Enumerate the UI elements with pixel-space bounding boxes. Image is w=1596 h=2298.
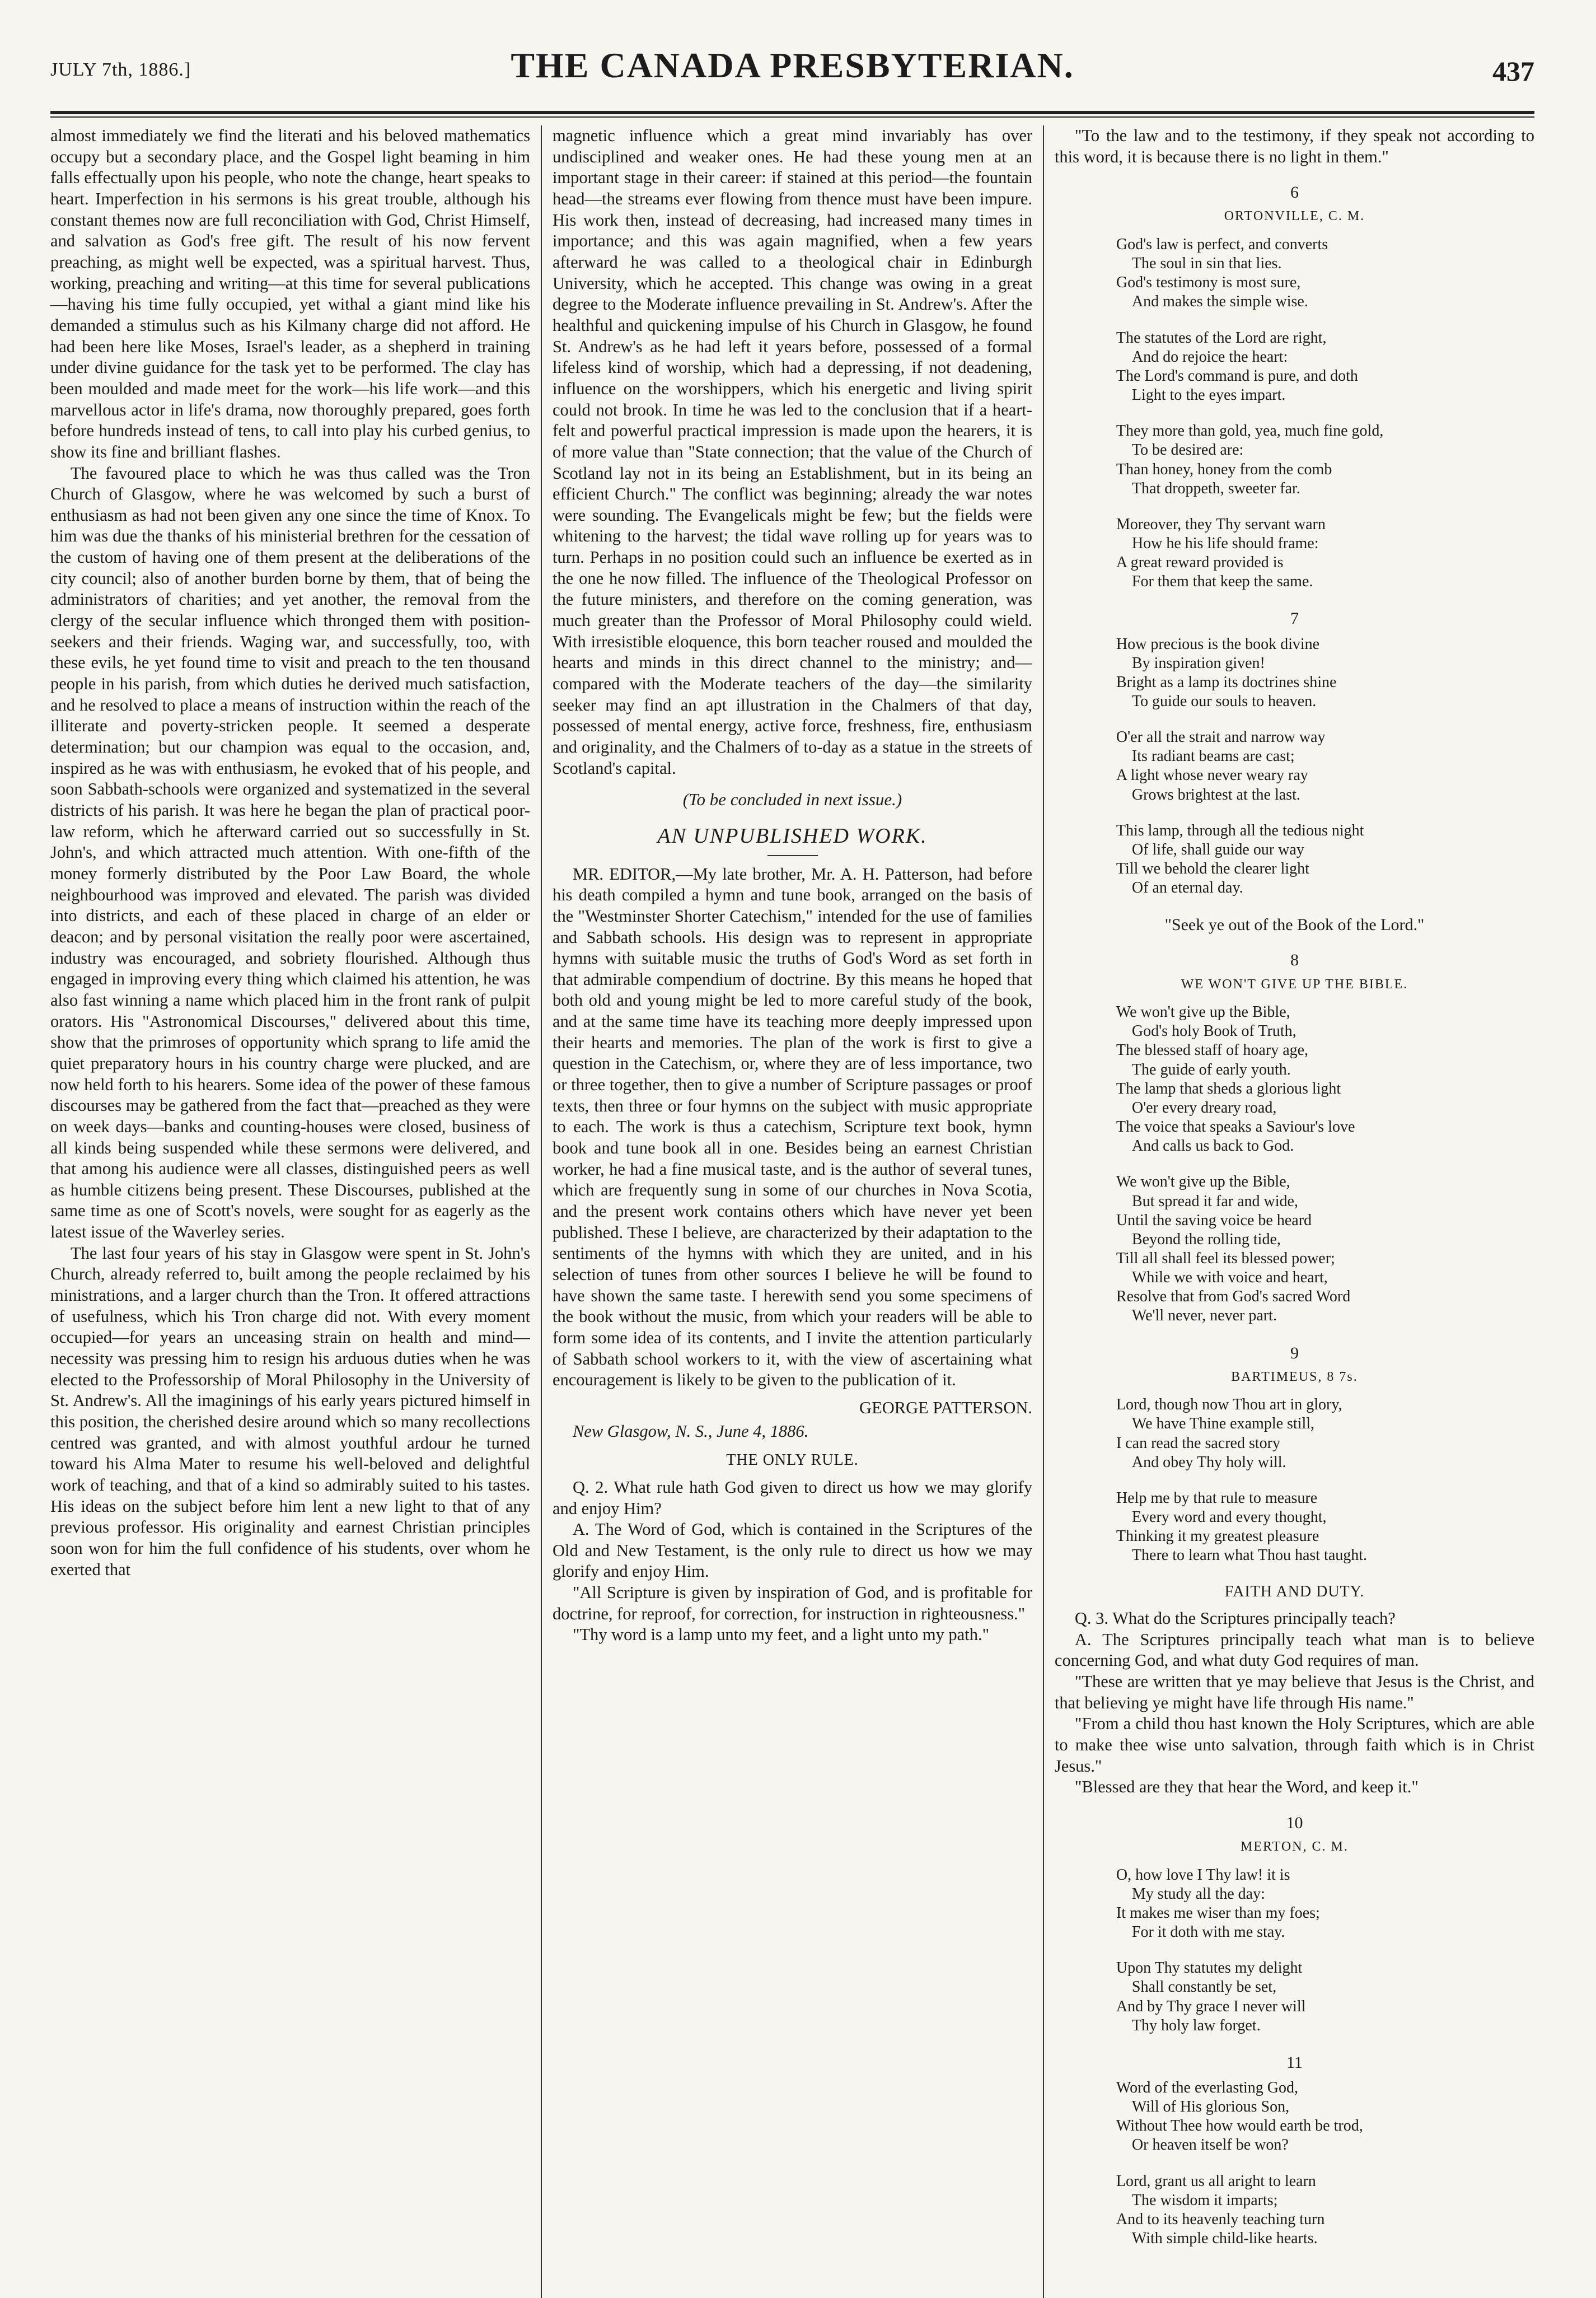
masthead [50,45,1534,106]
hymn-line: A light whose never weary ray [1116,767,1308,784]
hymn-stanza [1116,329,1534,405]
hymn-line: Of an eternal day. [1131,879,1243,897]
hymn-line: Light to the eyes impart. [1131,386,1286,404]
hymn-line: The lamp that sheds a glorious light [1116,1080,1341,1097]
hymn-line: The Lord's command is pure, and doth [1116,367,1358,385]
hymn-line: For them that keep the same. [1131,573,1313,591]
hymn-line: O'er all the strait and narrow way [1116,728,1326,746]
hymn-line: Lord, grant us all aright to learn [1116,2172,1316,2190]
columns [50,125,1534,2298]
hymn-stanza [1116,235,1534,312]
hymn-tune: WE WON'T GIVE UP THE BIBLE. [1181,977,1408,992]
hymn-line: That droppeth, sweeter far. [1131,479,1300,497]
newspaper-title: THE CANADA PRESBYTERIAN. [511,45,1074,85]
column-1 [50,125,530,2298]
hymn-line: How precious is the book divine [1116,635,1320,653]
column-divider [530,125,553,2298]
hymn-line: The wisdom it imparts; [1131,2191,1278,2209]
hymn-line: To be desired are: [1131,441,1244,459]
heading-rule [767,855,818,856]
hymn-stanza [1116,2079,1534,2155]
hymn-line: Lord, though now Thou art in glory, [1116,1396,1342,1414]
hymn-line: Every word and every thought, [1131,1508,1327,1526]
letter-paragraph: MR. EDITOR,—My late brother, Mr. A. H. Patterson, had before his death compiled a hymn and tune book, arranged on the basis of the "Westminster Shorter Catechism," intended for the use of families and Sabbath schools. His design was to represent in appropriate hymns with suitable music the truths of God's Word as set forth in that admirable compendium of doctrine. By this means he hoped that both old and young might be led to more careful study of the book, and at the same time have its teaching more deeply impressed upon their hearts and memories. The plan of the work is first to give a question in the Catechism, or, where they are of less importance, two or three together, then to give a number of Scripture passages or proof texts, then three or four hymns on the subject with music appropriate to each. The work is thus a catechism, Scripture text book, hymn book and tune book all in one. Besides being an earnest Christian worker, he had a fine musical taste, and is the author of several tunes, which are frequently sung in some of our churches in Nova Scotia, and the present work contains others which have never yet been published. These I believe, are characterized by their adaptation to the sentiments of the hymns with which they are united, and in his selection of tunes from other sources I believe he will be found to have shown the same taste. I herewith send you some specimens of the book without the music, from which your readers will be able to form some idea of its contents, and I invite the attention particularly of Sabbath school workers to it, with the view of ascertaining what encouragement is likely to be given to the publication of it. [552,864,1033,1390]
hymn-tune: MERTON, C. M. [1241,1839,1349,1855]
hymn-line: And calls us back to God. [1131,1137,1294,1155]
hymn-line: Moreover, they Thy servant warn [1116,515,1326,533]
hymn-line: We'll never, never part. [1131,1307,1277,1325]
hymn-line: God's holy Book of Truth, [1131,1022,1297,1040]
hymn-line: Till all shall feel its blessed power; [1116,1250,1335,1267]
hymn-line: Will of His glorious Son, [1131,2098,1290,2116]
hymn-line: While we with voice and heart, [1131,1269,1328,1287]
hymn-line: Beyond the rolling tide, [1131,1230,1281,1248]
hymn-tune: ORTONVILLE, C. M. [1224,209,1365,224]
hymn-line: Till we behold the clearer light [1116,860,1309,878]
hymn-line: Its radiant beams are cast; [1131,748,1295,765]
article-paragraph: The favoured place to which he was thus called was the Tron Church of Glasgow, where he was welcomed by such a burst of enthusiasm as had not been given any one since the time of Knox. To him was due the thanks of his ministerial brethren for the cessation of the custom of having one of them present at the deliberations of the city council; also of another burden borne by them, that of being the administrators of charities; and yet another, the removal from the clergy of the secular influence which thronged them with position-seekers and their friends. Waging war, and successfully, too, with these evils, he yet found time to visit and preach to the ten thousand people in his parish, from which duties he derived much satisfaction, and he resolved to place a means of instruction within the reach of the illiterate and poverty-stricken people. It seemed a desperate determination; but our champion was equal to the occasion, and, inspired as he was with enthusiasm, he evoked that of his people, and soon Sabbath-schools were organized and systematized in the several districts of his parish. It was here he began the plan of practical poor-law reform, which he afterward carried out so successfully in St. John's, and which attracted much attention. With one-fifth of the money formerly distributed by the Poor Law Board, the whole neighbourhood was improved and elevated. The parish was divided into districts, and each of these placed in charge of an elder or deacon; and by personal visitation the really poor were ascertained, industry was encouraged, and sobriety flourished. Although thus engaged in improving every thing which claimed his attention, he was also fast winning a name which placed him in the front rank of pulpit orators. His "Astronomical Discourses," delivered about this time, show that the primroses of opportunity which sprang to life amid the quiet preparatory hours in his country charge were plucked, and are now held forth to his hearers. Some idea of the power of these famous discourses may be gathered from the fact that—preached as they were on week days—banks and counting-houses were closed, business of all kinds being suspended while these sermons were delivered, and that among his audience were all classes, distinguished peers as well as humble citizens being present. These Discourses, published at the same time as one of Scott's novels, were sought for as eagerly as the latest issue of the Waverley series. [50,463,531,1242]
hymn-number: 9 [1290,1343,1299,1362]
column-divider [1032,125,1055,2298]
hymn-line: And by Thy grace I never will [1116,1997,1306,2015]
hymn-line: Upon Thy statutes my delight [1116,1959,1303,1977]
hymn-line: And obey Thy holy will. [1131,1453,1286,1471]
hymn-stanza [1116,728,1534,805]
hymn-line: We won't give up the Bible, [1116,1173,1290,1191]
hymn-stanza [1116,1395,1534,1472]
catechism-question: Q. 3. What do the Scriptures principally teach? [1074,1609,1396,1628]
hymn-stanza [1116,1173,1534,1325]
hymn-number: 6 [1290,183,1299,202]
hymn-line: Grows brightest at the last. [1131,786,1300,804]
hymn-line: The blessed staff of hoary age, [1116,1041,1309,1059]
scripture-quote: "To the law and to the testimony, if they speak not according to this word, it is because there is no light in them." [1054,126,1534,166]
letter-signature: GEORGE PATTERSON. [859,1398,1033,1417]
letter-dateline: New Glasgow, N. S., June 4, 1886. [572,1421,809,1441]
hymn-line: Or heaven itself be won? [1131,2136,1289,2154]
hymn-line: O, how love I Thy law! it is [1116,1866,1290,1884]
hymn-line: I can read the sacred story [1116,1434,1280,1452]
hymn-line: There to learn what Thou hast taught. [1131,1547,1368,1564]
hymn-line: With simple child-like hearts. [1131,2230,1318,2248]
hymn-line: A great reward provided is [1116,554,1284,572]
hymn-line: For it doth with me stay. [1131,1923,1285,1941]
hymn-line: The soul in sin that lies. [1131,255,1282,273]
hymn-line: God's law is perfect, and converts [1116,235,1328,253]
hymn-line: Thinking it my greatest pleasure [1116,1528,1319,1545]
hymn-line: We have Thine example still, [1131,1415,1315,1433]
hymn-line: Of life, shall guide our way [1131,840,1304,858]
hymn-stanza [1116,635,1534,712]
hymn-line: And do rejoice the heart: [1131,348,1288,366]
hymn-number: 10 [1286,1814,1303,1833]
hymn-stanza [1116,515,1534,592]
hymn-line: This lamp, through all the tedious night [1116,821,1364,839]
hymn-line: To guide our souls to heaven. [1131,693,1317,710]
catechism-answer: A. The Scriptures principally teach what man is to believe concerning God, and what duty God requires of man. [1054,1629,1534,1670]
hymn-number: 7 [1290,609,1299,628]
masthead-rule [50,111,1534,114]
section-heading: FAITH AND DUTY. [1224,1582,1365,1600]
catechism-answer: A. The Word of God, which is contained in the Scriptures of the Old and New Testament, is the only rule to direct us how we may glorify and enjoy Him. [552,1520,1033,1581]
hymn-line: God's testimony is most sure, [1116,274,1301,292]
continuation-note: (To be concluded in next issue.) [682,790,902,810]
scripture-quote: "Seek ye out of the Book of the Lord." [1164,916,1425,935]
hymn-line: Shall constantly be set, [1131,1978,1277,1996]
hymn-line: The voice that speaks a Saviour's love [1116,1118,1355,1136]
scripture-quote: "All Scripture is given by inspiration of God, and is profitable for doctrine, for reproof, for correction, for instruction in righteousness." [552,1583,1033,1623]
hymn-line: How he his life should frame: [1131,535,1319,553]
hymn-line: They more than gold, yea, much fine gold, [1116,422,1384,440]
column-2 [553,125,1032,2298]
scripture-quote: "Blessed are they that hear the Word, and keep it." [1074,1777,1419,1797]
hymn-line: Word of the everlasting God, [1116,2079,1299,2096]
article-paragraph: almost immediately we find the literati and his beloved mathematics occupy but a secondary place, and the Gospel light beaming in him falls effectually upon his people, who note the change, heart speaks to heart. Imperfection in his sermons is his great trouble, although his constant themes now are full reconciliation with God, Christ Himself, and salvation as God's free gift. The result of his now fervent preaching, as might well be expected, was a spiritual harvest. Thus, working, preaching and writing—at this time for several publications—having his time fully occupied, yet withal a giant mind like his demanded a stimulus such as his Kilmany charge did not afford. He had been here like Moses, Israel's leader, as a shepherd in training under divine guidance for the task yet to be performed. The clay has been moulded and made meet for the work—his life work—and this marvellous actor in life's drama, now thoroughly prepared, goes forth before hundreds instead of tens, to call into play his curbed genius, to show its fine and brilliant flashes. [50,126,531,461]
hymn-tune: BARTIMEUS, 8 7s. [1231,1369,1358,1384]
hymn-line: And makes the simple wise. [1131,293,1308,311]
hymn-line: And to its heavenly teaching turn [1116,2210,1325,2228]
hymn-line: O'er every dreary road, [1131,1099,1277,1117]
scripture-quote: "From a child thou hast known the Holy Scriptures, which are able to make thee wise unto salvation, through faith which is in Christ Jesus." [1054,1714,1534,1776]
hymn-line: Until the saving voice be heard [1116,1211,1312,1229]
hymn-number: 11 [1286,2053,1303,2072]
hymn-line: Bright as a lamp its doctrines shine [1116,673,1337,691]
article-paragraph: magnetic influence which a great mind invariably has over undisciplined and weaker ones. He had these young men at an important stage in their career: if stained at this period—the fountain head—the streams ever flowing from thence must have been impure. His work then, instead of decreasing, had increased many times in importance; and this was again magnified, when a few years afterward he was called to a theological chair in Edinburgh University, which he accepted. This change was owing in a great degree to the Moderate influence prevailing in St. Andrew's. After the healthful and quickening impulse of his Church in Glasgow, he found St. Andrew's as he had left it years before, possessed of a formal lifeless kind of worship, which had a depressing, if not deadening, influence on the worshippers, which his energetic and living spirit could not brook. In time he was led to the conclusion that if a heart-felt and powerful practical impression is made upon the hearers, it is of more value than "State connection; that the value of the Church of Scotland lay not in its being an Establishment, but in its being an efficient Church." The conflict was beginning; already the war notes were sounding. The Evangelicals might be few; but the fields were whitening to the harvest; the tidal wave rolling up for years was to turn. Perhaps in no position could such an influence be exerted as in the one he now filled. The influence of the Theological Professor on the future ministers, and therefore on the coming generation, was much greater than the Professor of Moral Philosophy could wield. With irresistible eloquence, this born teacher roused and moulded the hearts and minds in this direct channel to the ministry; and—compared with the Moderate teachers of the day—the similarity seeker may find an apt illustration in the Chalmers of that day, possessed of mental energy, active force, freshness, fire, enthusiasm and originality, and the Chalmers of to-day as a statue in the streets of Scotland's capital. [552,126,1033,778]
hymn-stanza [1116,1489,1534,1566]
scripture-quote: "These are written that ye may believe that Jesus is the Christ, and that believing ye might have life through His name." [1054,1672,1534,1712]
hymn-line: It makes me wiser than my foes; [1116,1904,1320,1922]
page-number: 437 [1492,55,1534,87]
masthead-rule-thin [50,116,1534,118]
hymn-stanza [1116,2172,1534,2249]
hymn-line: We won't give up the Bible, [1116,1003,1290,1021]
hymn-line: The guide of early youth. [1131,1061,1291,1078]
hymn-line: My study all the day: [1131,1885,1265,1903]
hymn-stanza [1116,1959,1534,2035]
hymn-line: By inspiration given! [1131,654,1265,672]
catechism-question: Q. 2. What rule hath God given to direct us how we may glorify and enjoy Him? [552,1477,1033,1518]
hymn-line: The statutes of the Lord are right, [1116,329,1327,347]
hymn-line: Thy holy law forget. [1131,2016,1261,2034]
scripture-quote: "Thy word is a lamp unto my feet, and a light unto my path." [572,1625,990,1645]
hymn-line: Help me by that rule to measure [1116,1489,1318,1507]
section-heading: THE ONLY RULE. [726,1451,859,1469]
hymn-line: But spread it far and wide, [1131,1192,1298,1210]
article-paragraph: The last four years of his stay in Glasgow were spent in St. John's Church, already referred to, built among the people reclaimed by his ministrations, and a larger church than the Tron. It offered attractions of usefulness, which his Tron charge did not. With every moment occupied—for years an unceasing strain on health and mind—necessity was pressing him to resign his arduous duties when he was elected to the Professorship of Moral Philosophy in the University of St. Andrew's. All the imaginings of his early years pictured himself in this position, the cherished desire around which so many recollections centred was granted, and with almost youthful ardour he turned toward his Alma Mater to resume his well-beloved and delightful work of teaching, and that of a kind so admirably suited to his tastes. His ideas on the subject before him lent a new light to that of any previous professor. His originality and earnest Christian principles soon won for him the full confidence of his students, over whom he exerted that [50,1243,531,1579]
hymn-line: Without Thee how would earth be trod, [1116,2117,1363,2135]
hymn-stanza [1116,1866,1534,1942]
hymn-stanza [1116,422,1534,498]
hymn-line: Resolve that from God's sacred Word [1116,1288,1351,1306]
hymn-number: 8 [1290,951,1299,970]
article-heading: AN UNPUBLISHED WORK. [657,824,928,848]
hymn-stanza [1116,1003,1534,1156]
issue-date: JULY 7th, 1886.] [50,59,191,80]
hymn-line: Than honey, honey from the comb [1116,460,1332,478]
column-3 [1055,125,1534,2298]
hymn-stanza [1116,821,1534,898]
